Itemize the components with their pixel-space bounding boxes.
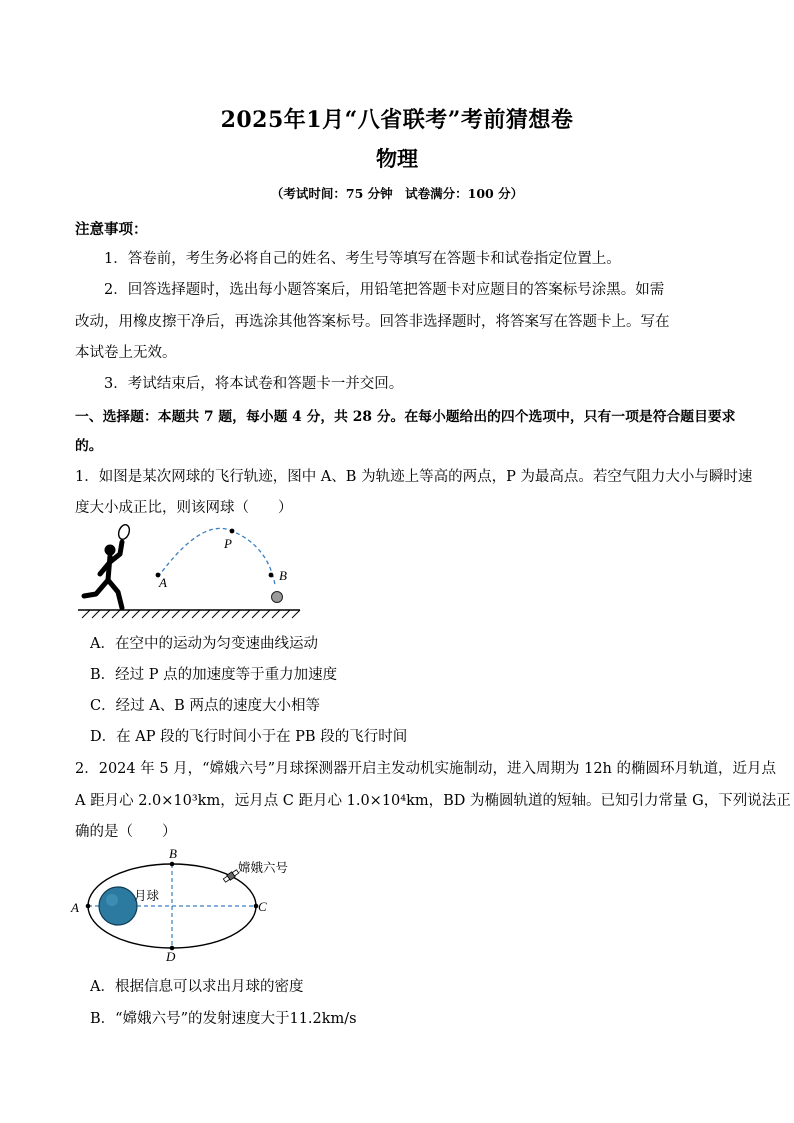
label-a: A — [159, 575, 167, 590]
moon-label: 月球 — [134, 888, 160, 903]
moon-icon — [99, 887, 137, 925]
notice-item-2-line-2: 改动，用橡皮擦干净后，再选涂其他答案标号。回答非选择题时，将答案写在答题卡上。写在 — [75, 314, 670, 330]
q1-stem-line-1: 1．如图是某次网球的飞行轨迹，图中 A、B 为轨迹上等高的两点，P 为最高点。若空气阻力大小与瞬时速 — [75, 469, 753, 485]
label-b: B — [169, 846, 177, 861]
page-title: 2025年1月“八省联考”考前猜想卷 — [220, 107, 574, 133]
label-b: B — [279, 568, 287, 583]
label-a: A — [71, 900, 79, 915]
section-heading-line-2: 的。 — [75, 438, 103, 454]
point-b-dot — [170, 862, 175, 867]
trajectory-curve — [158, 528, 275, 585]
subject-title: 物理 — [376, 146, 418, 171]
section-heading-line-1: 一、选择题：本题共 7 题，每小题 4 分，共 28 分。在每小题给出的四个选项中，只有一项是符合题目要求 — [75, 409, 736, 425]
q1-option-a: A．在空中的运动为匀变速曲线运动 — [90, 636, 318, 652]
q2-stem-line-2: A 距月心 2.0×10³km，远月点 C 距月心 1.0×10⁴km，BD 为椭圆轨道的短轴。已知引力常量 G，下列说法正 — [75, 793, 791, 809]
notice-item-2-line-1: 2．回答选择题时，选出每小题答案后，用铅笔把答题卡对应题目的答案标号涂黑。如需 — [104, 282, 665, 298]
q2-stem-line-3: 确的是（ ） — [75, 824, 177, 840]
q1-option-d: D．在 AP 段的飞行时间小于在 PB 段的飞行时间 — [90, 729, 408, 745]
q1-tennis-figure — [72, 522, 308, 620]
q2-stem-line-1: 2．2024 年 5 月，“嫦娥六号”月球探测器开启主发动机实施制动，进入周期为 12h 的椭圆环月轨道，近月点 — [75, 761, 777, 777]
label-c: C — [258, 899, 267, 914]
q2-option-b: B．“嫦娥六号”的发射速度大于11.2km/s — [90, 1011, 357, 1027]
q1-option-c: C．经过 A、B 两点的速度大小相等 — [90, 698, 320, 714]
q1-option-b: B．经过 P 点的加速度等于重力加速度 — [90, 667, 338, 683]
point-a-dot — [86, 904, 91, 909]
q1-stem-line-2: 度大小成正比，则该网球（ ） — [75, 500, 293, 516]
probe-label: 嫦娥六号 — [238, 860, 289, 875]
tennis-ball — [272, 592, 283, 603]
notice-item-2-line-3: 本试卷上无效。 — [75, 345, 177, 361]
notice-heading: 注意事项： — [75, 221, 148, 238]
probe-icon — [223, 869, 240, 883]
point-p-dot — [230, 529, 235, 534]
q2-option-a: A．根据信息可以求出月球的密度 — [90, 979, 304, 995]
notice-item-3: 3．考试结束后，将本试卷和答题卡一并交回。 — [104, 376, 404, 392]
moon-highlight — [106, 894, 118, 906]
q2-orbit-figure — [68, 843, 312, 967]
tennis-player-silhouette — [84, 542, 122, 608]
label-p: P — [224, 536, 232, 551]
label-d: D — [166, 949, 176, 964]
exam-info: （考试时间：75 分钟 试卷满分：100 分） — [270, 186, 524, 201]
notice-item-1: 1．答卷前，考生务必将自己的姓名、考生号等填写在答题卡和试卷指定位置上。 — [104, 251, 621, 267]
point-b-dot — [269, 573, 274, 578]
ground-hatch — [82, 610, 300, 618]
